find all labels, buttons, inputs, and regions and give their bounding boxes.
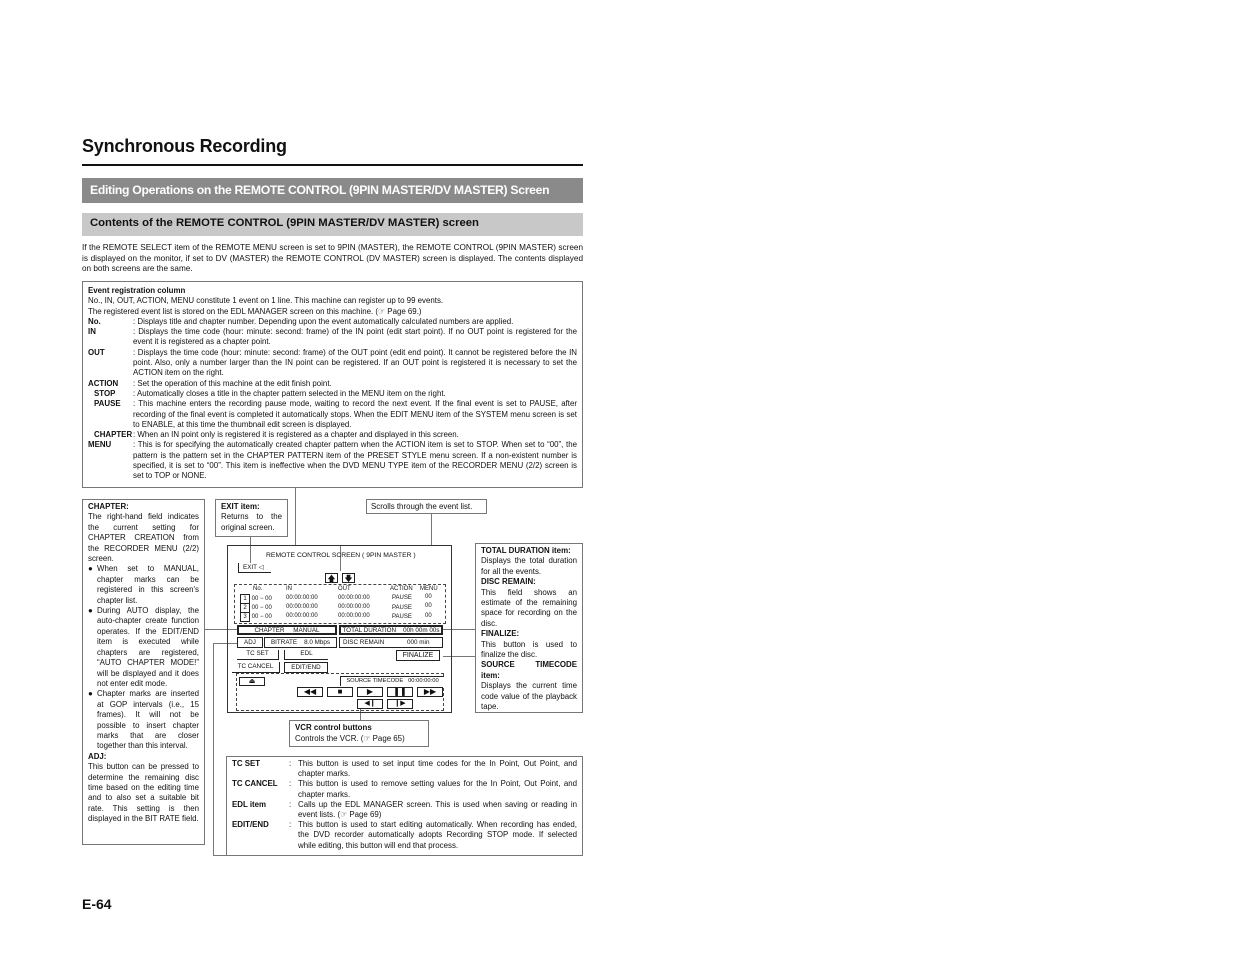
event-line1: No., IN, OUT, ACTION, MENU constitute 1 event on 1 line. This machine can register up to 99 events. bbox=[88, 296, 444, 306]
term-editend: EDIT/END bbox=[232, 820, 269, 830]
step-back-button[interactable] bbox=[357, 699, 383, 709]
arrow-up-icon: 🡅 bbox=[327, 574, 336, 583]
event-line2: The registered event list is stored on the EDL MANAGER screen on this machine. (☞ Page 69.) bbox=[88, 306, 422, 316]
chapter-bullet-2 bbox=[88, 606, 199, 689]
term-tccancel: TC CANCEL bbox=[232, 779, 278, 789]
section-heading-text: Editing Operations on the REMOTE CONTROL (9PIN MASTER/DV MASTER) Screen bbox=[90, 183, 550, 197]
desc-tccancel: This button is used to remove setting values for the In Point, Out Point, and chapter marks. bbox=[298, 779, 577, 799]
step-forward-button[interactable] bbox=[387, 699, 413, 709]
term-edl: EDL item bbox=[232, 799, 267, 809]
header-no: No. bbox=[253, 586, 263, 592]
row-no: 00 − 00 bbox=[251, 605, 272, 611]
bitrate-label: BITRATE bbox=[270, 639, 298, 646]
total-label: TOTAL DURATION bbox=[342, 627, 397, 634]
eject-button[interactable] bbox=[239, 677, 265, 686]
adj-label: ADJ bbox=[244, 639, 256, 646]
button-definitions bbox=[226, 756, 583, 856]
leader-line bbox=[431, 514, 432, 545]
screen-title: REMOTE CONTROL SCREEN ( 9PIN MASTER ) bbox=[266, 552, 416, 559]
chapter-bullet-3 bbox=[88, 689, 199, 751]
disc-value: 000 min bbox=[407, 639, 430, 646]
term-chapter: CHAPTER bbox=[94, 430, 133, 440]
leader-line bbox=[213, 643, 214, 856]
exit-label: EXIT bbox=[243, 564, 257, 571]
disc-heading: DISC REMAIN: bbox=[481, 577, 536, 587]
tc-cancel-label: TC CANCEL bbox=[237, 663, 274, 670]
row-action: PAUSE bbox=[392, 605, 412, 611]
edit-end-button[interactable] bbox=[284, 662, 328, 673]
def-pause bbox=[88, 399, 577, 430]
row-no: 00 − 00 bbox=[251, 614, 272, 620]
source-label: SOURCE TIMECODE bbox=[346, 678, 404, 684]
desc-editend: This button is used to start editing automatically. When recording has ended, the DVD recorder automatically adopts Recording STOP mode. If selected while editing, this button will end that process. bbox=[298, 820, 577, 850]
finalize-text: This button is used to finalize the disc. bbox=[481, 639, 577, 660]
title-rule bbox=[82, 164, 583, 166]
edit-end-label: EDIT/END bbox=[291, 664, 321, 671]
chapter-callout bbox=[82, 499, 205, 845]
bullet-dot-icon: ● bbox=[88, 689, 93, 699]
subsection-heading bbox=[82, 213, 583, 236]
term-menu: MENU bbox=[88, 440, 112, 450]
adj-button[interactable] bbox=[237, 637, 263, 648]
fast-forward-button[interactable] bbox=[417, 687, 443, 697]
row-action: PAUSE bbox=[392, 614, 412, 620]
desc-in: : Displays the time code (hour: minute: second: frame) of the IN point (edit start point). If no OUT point is registered for the event it is registered as a chapter point. bbox=[133, 327, 577, 347]
term-out: OUT bbox=[88, 347, 105, 357]
row-menu: 00 bbox=[425, 594, 432, 600]
tc-cancel-button[interactable] bbox=[232, 662, 280, 673]
finalize-heading: FINALIZE: bbox=[481, 629, 520, 639]
bullet-text: Chapter marks are inserted at GOP intervals (i.e., 15 frames). It will not be possible to insert chapter marks that are closer together than this interval. bbox=[97, 689, 199, 751]
row-out: 00:00:00:00 bbox=[338, 604, 370, 610]
def-tcset: TC SET : This button is used to set input time codes for the In Point, Out Point, and chapter marks. bbox=[232, 759, 577, 779]
bullet-text: During AUTO display, the auto-chapter create function operates. If the EDIT/END item is executed while chapters are registered, “AUTO CHAPTER MODE!” will be displayed and it does not enter edit mode. bbox=[97, 606, 199, 688]
bitrate-value: 8.0 Mbps bbox=[304, 639, 331, 646]
row-in: 00:00:00:00 bbox=[286, 613, 318, 619]
header-menu: MENU bbox=[420, 586, 438, 592]
pause-button[interactable] bbox=[387, 687, 413, 697]
vcr-heading: VCR control buttons bbox=[295, 723, 372, 732]
term-pause: PAUSE bbox=[94, 399, 121, 409]
desc-edl: Calls up the EDL MANAGER screen. This is used when saving or reading in event lists. (☞ Page 69) bbox=[298, 799, 577, 820]
bullet-text: When set to MANUAL, chapter marks can be registered in this screen's chapter list. bbox=[97, 564, 199, 605]
play-button[interactable] bbox=[357, 687, 383, 697]
def-editend: EDIT/END : This button is used to start editing automatically. When recording has ended, the DVD recorder automatically adopts Recording STOP mode. If selected while editing, this button will end that process. bbox=[232, 820, 577, 850]
intro-paragraph: If the REMOTE SELECT item of the REMOTE MENU screen is set to 9PIN (MASTER), the REMOTE CONTROL (9PIN MASTER) screen is displayed on the monitor, if set to DV (MASTER) the REMOTE CONTROL (DV MASTER) screen is displayed. The contents displayed on both screens are the same. bbox=[82, 243, 583, 274]
page-title: Synchronous Recording bbox=[82, 136, 287, 156]
term-in: IN bbox=[88, 327, 96, 337]
stop-button[interactable] bbox=[327, 687, 353, 697]
def-out bbox=[88, 348, 577, 379]
fast-forward-icon: ▶▶ bbox=[423, 687, 437, 696]
event-registration-box bbox=[82, 281, 583, 488]
step-back-icon: ◀❙ bbox=[364, 700, 376, 707]
disc-text: This field shows an estimate of the remaining space for recording on the disc. bbox=[481, 587, 577, 628]
bitrate-field bbox=[264, 637, 337, 648]
source-heading: SOURCE TIMECODE item: bbox=[481, 660, 577, 680]
adj-text: This button can be pressed to determine the remaining disc time based on the editing time and to also set a suitable bit rate. This setting is then displayed in the BIT RATE field. bbox=[88, 762, 199, 824]
def-stop bbox=[88, 389, 577, 399]
desc-no: : Displays title and chapter number. Depending upon the event automatically calculated numbers are applied. bbox=[133, 316, 514, 326]
def-in bbox=[88, 327, 577, 348]
exit-button[interactable] bbox=[238, 563, 271, 573]
chapter-bullet-1 bbox=[88, 564, 199, 606]
step-forward-icon: ❙▶ bbox=[394, 700, 406, 707]
bullet-dot-icon: ● bbox=[88, 564, 93, 574]
desc-menu: : This is for specifying the automatically created chapter pattern when the ACTION item is set to STOP. When set to “00”, the pattern is the pattern set in the CHAPTER PATTERN item of the PRESET STYLE menu screen. If a non-existent number is specified, it is set to “00”. This item is ineffective when the DVD MENU TYPE item of the RECORDER MENU (2/2) screen is set to TOP or NONE. bbox=[133, 440, 577, 481]
chapter-value: MANUAL bbox=[293, 627, 320, 634]
tc-set-button[interactable] bbox=[237, 650, 279, 660]
desc-stop: : Automatically closes a title in the chapter pattern selected in the MENU item on the right. bbox=[133, 388, 446, 398]
source-text: Displays the current time code value of the playback tape. bbox=[481, 681, 577, 712]
adj-heading: ADJ: bbox=[88, 751, 107, 761]
row-out: 00:00:00:00 bbox=[338, 595, 370, 601]
stop-icon: ■ bbox=[337, 687, 343, 696]
chapter-text: The right-hand field indicates the current setting for CHAPTER CREATION from the RECORDER MENU (2/2) screen. bbox=[88, 512, 199, 564]
row-number: 3 bbox=[240, 612, 250, 622]
chapter-heading: CHAPTER: bbox=[88, 502, 129, 511]
event-heading: Event registration column bbox=[88, 286, 186, 295]
subsection-heading-text: Contents of the REMOTE CONTROL (9PIN MASTER/DV MASTER) screen bbox=[90, 217, 479, 229]
rewind-button[interactable] bbox=[297, 687, 323, 697]
term-tcset: TC SET bbox=[232, 759, 261, 768]
eject-icon: ⏏ bbox=[248, 678, 256, 685]
finalize-button[interactable] bbox=[396, 650, 440, 661]
scroll-down-button[interactable] bbox=[342, 573, 355, 583]
exit-arrow-icon: ◁ bbox=[258, 564, 264, 571]
total-heading: TOTAL DURATION item: bbox=[481, 546, 571, 555]
def-action bbox=[88, 379, 577, 389]
right-callout bbox=[475, 543, 583, 713]
row-action: PAUSE bbox=[392, 595, 412, 601]
table-row[interactable] bbox=[240, 612, 272, 622]
rewind-icon: ◀◀ bbox=[303, 687, 317, 696]
source-timecode-field bbox=[340, 676, 444, 686]
def-tccancel: TC CANCEL : This button is used to remove setting values for the In Point, Out Point, and chapter marks. bbox=[232, 779, 577, 799]
def-chapter bbox=[88, 430, 577, 440]
leader-line bbox=[213, 855, 226, 856]
desc-pause: : This machine enters the recording pause mode, waiting to record the next event. If the final event is set to PAUSE, after recording of the final event is completed it automatically stops. When the EDIT MENU item of the SYSTEM menu screen is set to ENABLE, at this time the thumbnail edit screen is displayed. bbox=[133, 399, 577, 429]
total-text: Displays the total duration for all the events. bbox=[481, 556, 577, 576]
header-action: ACTION bbox=[390, 586, 413, 592]
def-no bbox=[88, 317, 577, 327]
scroll-up-button[interactable] bbox=[325, 573, 338, 583]
disc-label: DISC REMAIN bbox=[343, 639, 385, 646]
finalize-label: FINALIZE bbox=[402, 652, 434, 659]
source-value: 00:00:00:00 bbox=[408, 678, 439, 684]
def-menu bbox=[88, 440, 577, 481]
page-number: E-64 bbox=[82, 896, 112, 912]
total-duration-field bbox=[339, 625, 443, 635]
tc-set-label: TC SET bbox=[246, 650, 269, 657]
row-number: 2 bbox=[240, 603, 250, 613]
exit-callout bbox=[215, 499, 288, 537]
header-in: IN bbox=[286, 586, 292, 592]
arrow-down-icon: 🡇 bbox=[344, 574, 353, 583]
chapter-label: CHAPTER bbox=[254, 627, 285, 634]
row-menu: 00 bbox=[425, 603, 432, 609]
chapter-field bbox=[237, 625, 337, 635]
term-action: ACTION bbox=[88, 378, 119, 388]
row-no: 00 − 00 bbox=[251, 596, 272, 602]
header-out: OUT bbox=[338, 586, 351, 592]
total-value: 00h 00m 00s bbox=[403, 627, 440, 634]
disc-remain-field bbox=[339, 637, 443, 648]
edl-label: EDL bbox=[300, 650, 313, 657]
row-out: 00:00:00:00 bbox=[338, 613, 370, 619]
vcr-text: Controls the VCR. (☞ Page 65) bbox=[295, 733, 405, 743]
remote-control-screen bbox=[227, 545, 452, 713]
row-in: 00:00:00:00 bbox=[286, 604, 318, 610]
edl-button[interactable] bbox=[284, 650, 328, 660]
desc-chapter: : When an IN point only is registered it is registered as a chapter and displayed in this screen. bbox=[133, 430, 459, 440]
exit-text: Returns to the original screen. bbox=[221, 512, 282, 532]
scroll-callout: Scrolls through the event list. bbox=[366, 499, 487, 514]
row-in: 00:00:00:00 bbox=[286, 595, 318, 601]
exit-heading: EXIT item: bbox=[221, 502, 260, 511]
pause-icon: ❚❚ bbox=[393, 687, 407, 696]
vcr-callout bbox=[289, 720, 429, 747]
term-stop: STOP bbox=[94, 388, 116, 398]
bullet-dot-icon: ● bbox=[88, 606, 93, 616]
term-no: No. bbox=[88, 316, 101, 326]
def-edl: EDL item : Calls up the EDL MANAGER screen. This is used when saving or reading in event lists. (☞ Page 69) bbox=[232, 799, 577, 820]
desc-action: : Set the operation of this machine at the edit finish point. bbox=[133, 378, 332, 388]
row-menu: 00 bbox=[425, 613, 432, 619]
leader-line bbox=[295, 488, 296, 545]
desc-tcset: This button is used to set input time codes for the In Point, Out Point, and chapter marks. bbox=[298, 759, 577, 779]
section-heading bbox=[82, 178, 583, 203]
play-icon: ▶ bbox=[366, 687, 374, 696]
row-number: 1 bbox=[240, 594, 250, 604]
desc-out: : Displays the time code (hour: minute: second: frame) of the OUT point (edit end point). It cannot be registered before the IN point. Also, only a number larger than the IN point can be registered. If an OUT point is registered it is necessary to set the ACTION item on the right. bbox=[133, 347, 577, 378]
